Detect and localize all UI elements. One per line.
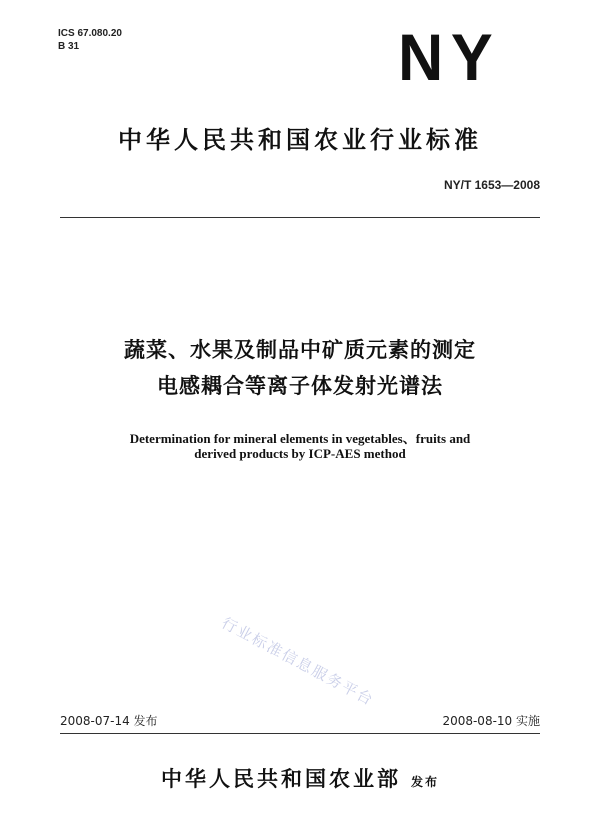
- implementation-date: 2008-08-10 实施: [442, 714, 540, 728]
- publisher-suffix: 发布: [410, 775, 439, 789]
- classification-codes: [58, 27, 122, 53]
- publisher-name: 中华人民共和国农业部: [160, 767, 401, 791]
- top-divider: [60, 217, 540, 218]
- chinese-title-line-2: 电感耦合等离子体发射光谱法: [157, 374, 443, 398]
- watermark: 行业标准信息服务平台: [218, 613, 378, 710]
- standard-number: NY/T 1653—2008: [443, 178, 540, 192]
- bottom-divider: [60, 733, 540, 734]
- english-title-line-2: derived products by ICP-AES method: [194, 446, 406, 461]
- ny-logo: NY: [398, 20, 501, 94]
- category-code: B 31: [58, 41, 80, 52]
- issue-date: 2008-07-14 发布: [60, 714, 158, 728]
- standard-type-heading: 中华人民共和国农业行业标准: [118, 126, 482, 154]
- ics-code: ICS 67.080.20: [58, 28, 122, 39]
- chinese-title-line-1: 蔬菜、水果及制品中矿质元素的测定: [124, 338, 476, 362]
- english-title-line-1: Determination for mineral elements in vegetables、fruits and: [129, 431, 471, 446]
- publisher: [0, 763, 600, 793]
